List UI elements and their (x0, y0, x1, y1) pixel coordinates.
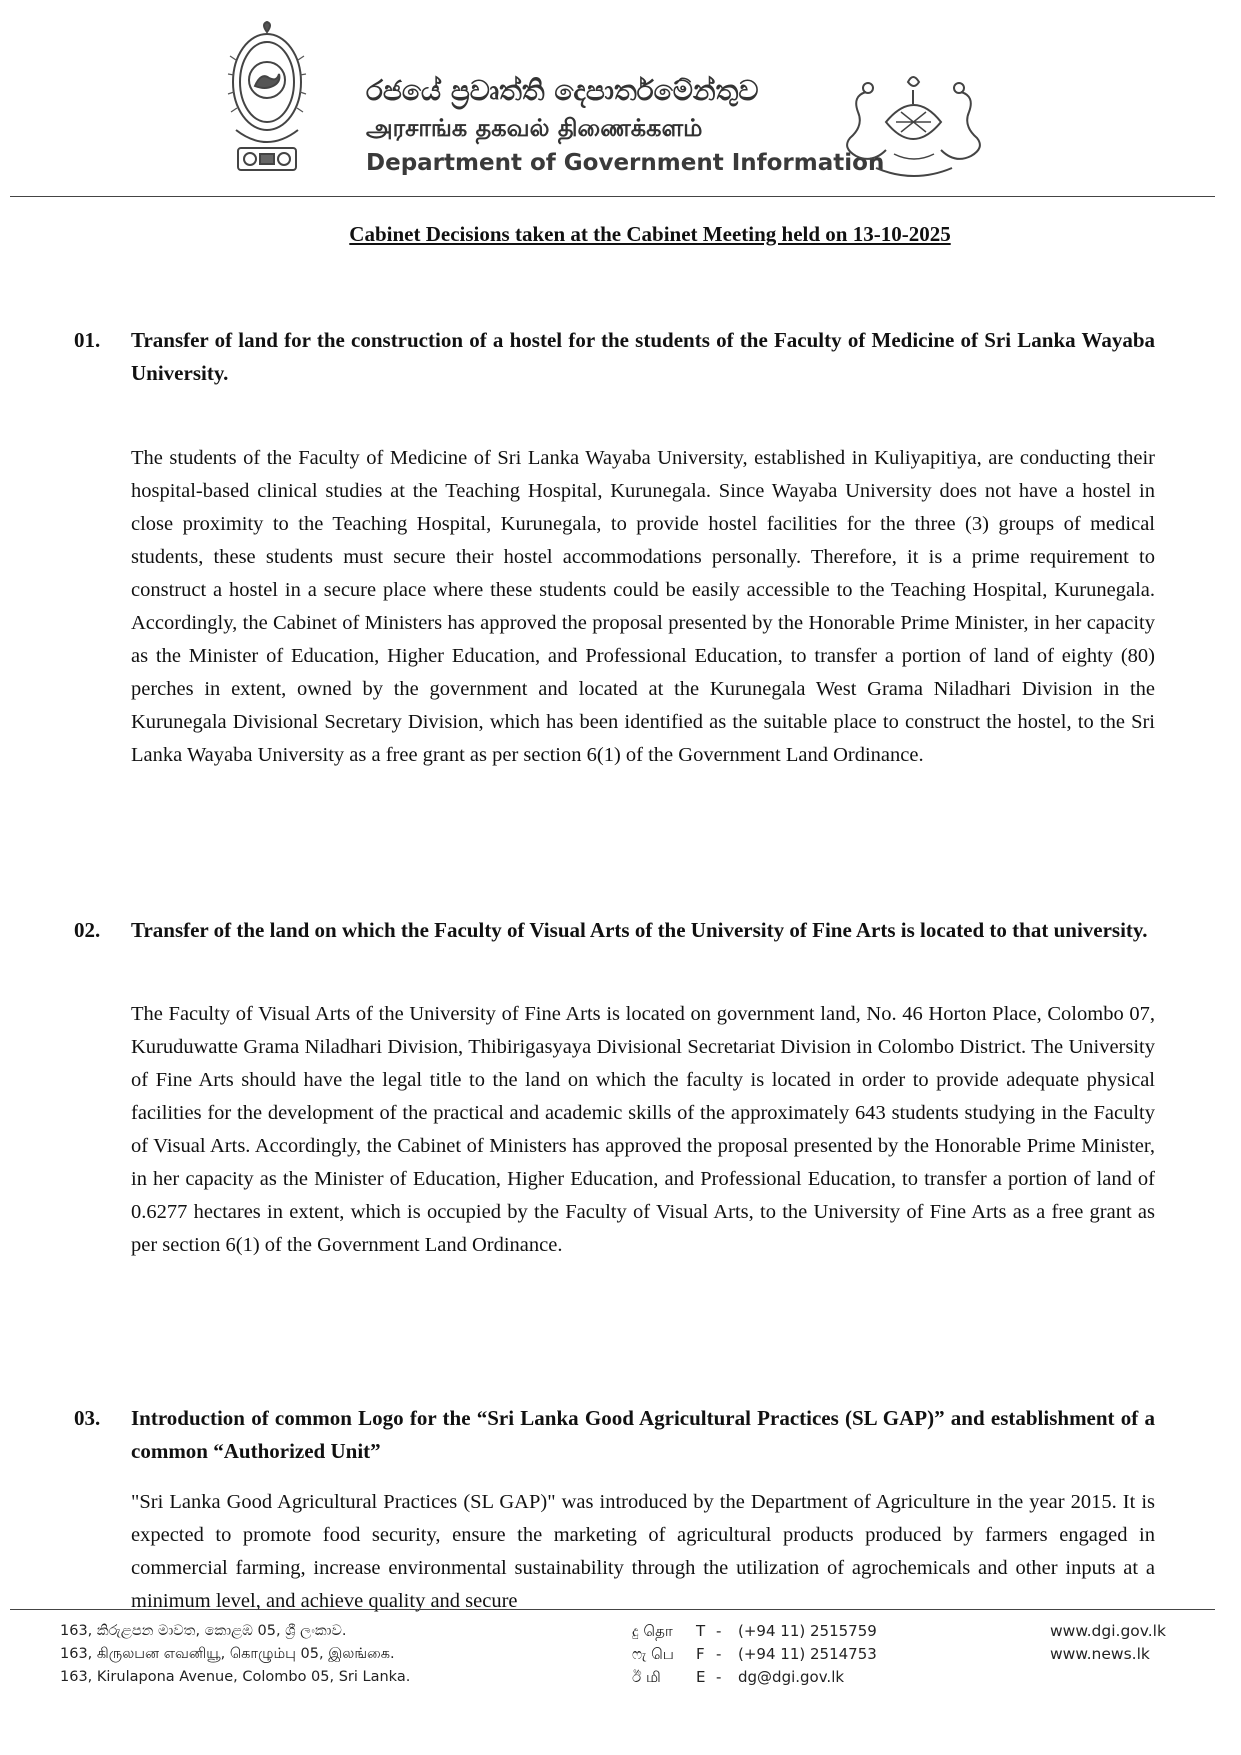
website-dgi: www.dgi.gov.lk (1050, 1622, 1166, 1640)
department-names (366, 72, 885, 180)
contact-telephone (632, 1620, 932, 1643)
fax-number: (+94 11) 2514753 (738, 1645, 877, 1663)
contact-label-glyphs: ෆැ பெ (632, 1645, 674, 1663)
contact-dash: - (716, 1622, 722, 1640)
department-name-tamil: அரசாங்க தகவல் திணைக்களம் (366, 114, 703, 142)
address-sinhala: 163, කිරුළපන මාවත, කොළඹ 05, ශ්‍රී ලංකාව. (60, 1623, 347, 1639)
footer-address (60, 1620, 500, 1689)
letterhead-footer (0, 1616, 1241, 1706)
footer-websites (1050, 1620, 1200, 1666)
header-divider (10, 196, 1215, 197)
document-title: Cabinet Decisions taken at the Cabinet Meeting held on 13-10-2025 (349, 222, 951, 246)
contact-dash: - (716, 1645, 722, 1663)
decision-heading: Transfer of land for the construction of a hostel for the students of the Faculty of Medicine of Sri Lanka Wayaba University. (131, 328, 1155, 385)
website-news: www.news.lk (1050, 1645, 1150, 1663)
decision-number: 03. (74, 1406, 101, 1430)
decision-body: The students of the Faculty of Medicine of Sri Lanka Wayaba University, established in Kuliyapitiya, are conducting their hospital-based clinical studies at the Teaching Hospital, Kurunegala. Since Wayaba University does not have a hostel in close proximity to the Teaching Hospital, Kurunegala, to provide hostel facilities for the three (3) groups of medical students, these students must secure their hostel accommodations personally. Therefore, it is a prime requirement to construct a hostel in a secure place where these students could be easily accessible to the Teaching Hospital, Kurunegala. Accordingly, the Cabinet of Ministers has approved the proposal presented by the Honorable Prime Minister, in her capacity as the Minister of Education, Higher Education, and Professional Education, to transfer a portion of land of eighty (80) perches in extent, owned by the government and located at the Kurunegala West Grama Niladhari Division in the Kurunegala Divisional Secretary Division, which has been identified as the suitable place to construct the hostel, to the Sri Lanka Wayaba University as a free grant as per section 6(1) of the Government Land Ordinance. (131, 447, 1155, 766)
letterhead (0, 0, 1241, 200)
contact-label-glyphs: ඊ மி (632, 1668, 661, 1686)
contact-email (632, 1666, 932, 1689)
address-tamil: 163, கிருலபன எவனியூ, கொழும்பு 05, இலங்கை. (60, 1646, 395, 1662)
department-name-english: Department of Government Information (366, 150, 885, 176)
contact-code: E (696, 1668, 706, 1686)
contact-fax (632, 1643, 932, 1666)
contact-code: T (696, 1622, 706, 1640)
footer-contacts (632, 1620, 932, 1689)
telephone-number: (+94 11) 2515759 (738, 1622, 877, 1640)
decision-body: "Sri Lanka Good Agricultural Practices (SL GAP)" was introduced by the Department of Agriculture in the year 2015. It is expected to promote food security, ensure the marketing of agricultural products produced by farmers engaged in commercial farming, increase environmental sustainability through the utilization of agrochemicals and other inputs at a minimum level, and achieve quality and secure (131, 1491, 1155, 1612)
sri-lanka-emblem-icon (226, 20, 308, 178)
decision-heading: Introduction of common Logo for the “Sri Lanka Good Agricultural Practices (SL GAP)” and establishment of a common “Authorized Unit” (131, 1406, 1155, 1463)
email-address: dg@dgi.gov.lk (738, 1668, 845, 1686)
contact-code: F (696, 1645, 705, 1663)
footer-divider (10, 1609, 1215, 1610)
address-english: 163, Kirulapona Avenue, Colombo 05, Sri Lanka. (60, 1669, 411, 1685)
swan-ornament-icon (836, 72, 991, 182)
decision-heading: Transfer of the land on which the Faculty of Visual Arts of the University of Fine Arts is located to that university. (131, 918, 1148, 942)
decision-body: The Faculty of Visual Arts of the University of Fine Arts is located on government land, No. 46 Horton Place, Colombo 07, Kuruduwatte Grama Niladhari Division, Thibirigasyaya Divisional Secretariat Division in Colombo District. The University of Fine Arts should have the legal title to the land on which the faculty is located in order to provide adequate physical facilities for the development of the practical and academic skills of the approximately 643 students studying in the Faculty of Visual Arts. Accordingly, the Cabinet of Ministers has approved the proposal presented by the Honorable Prime Minister, in her capacity as the Minister of Education, Higher Education, and Professional Education, to transfer a portion of land of 0.6277 hectares in extent, which is occupied by the Faculty of Visual Arts, to the University of Fine Arts as a free grant as per section 6(1) of the Government Land Ordinance. (131, 1003, 1155, 1256)
contact-label-glyphs: දු தொ (632, 1622, 673, 1640)
contact-dash: - (716, 1668, 722, 1686)
department-name-sinhala: රජයේ ප්‍රවෘත්ති දෙපාර්තමේන්තුව (366, 74, 759, 107)
decision-number: 01. (74, 328, 101, 352)
decision-number: 02. (74, 918, 101, 942)
